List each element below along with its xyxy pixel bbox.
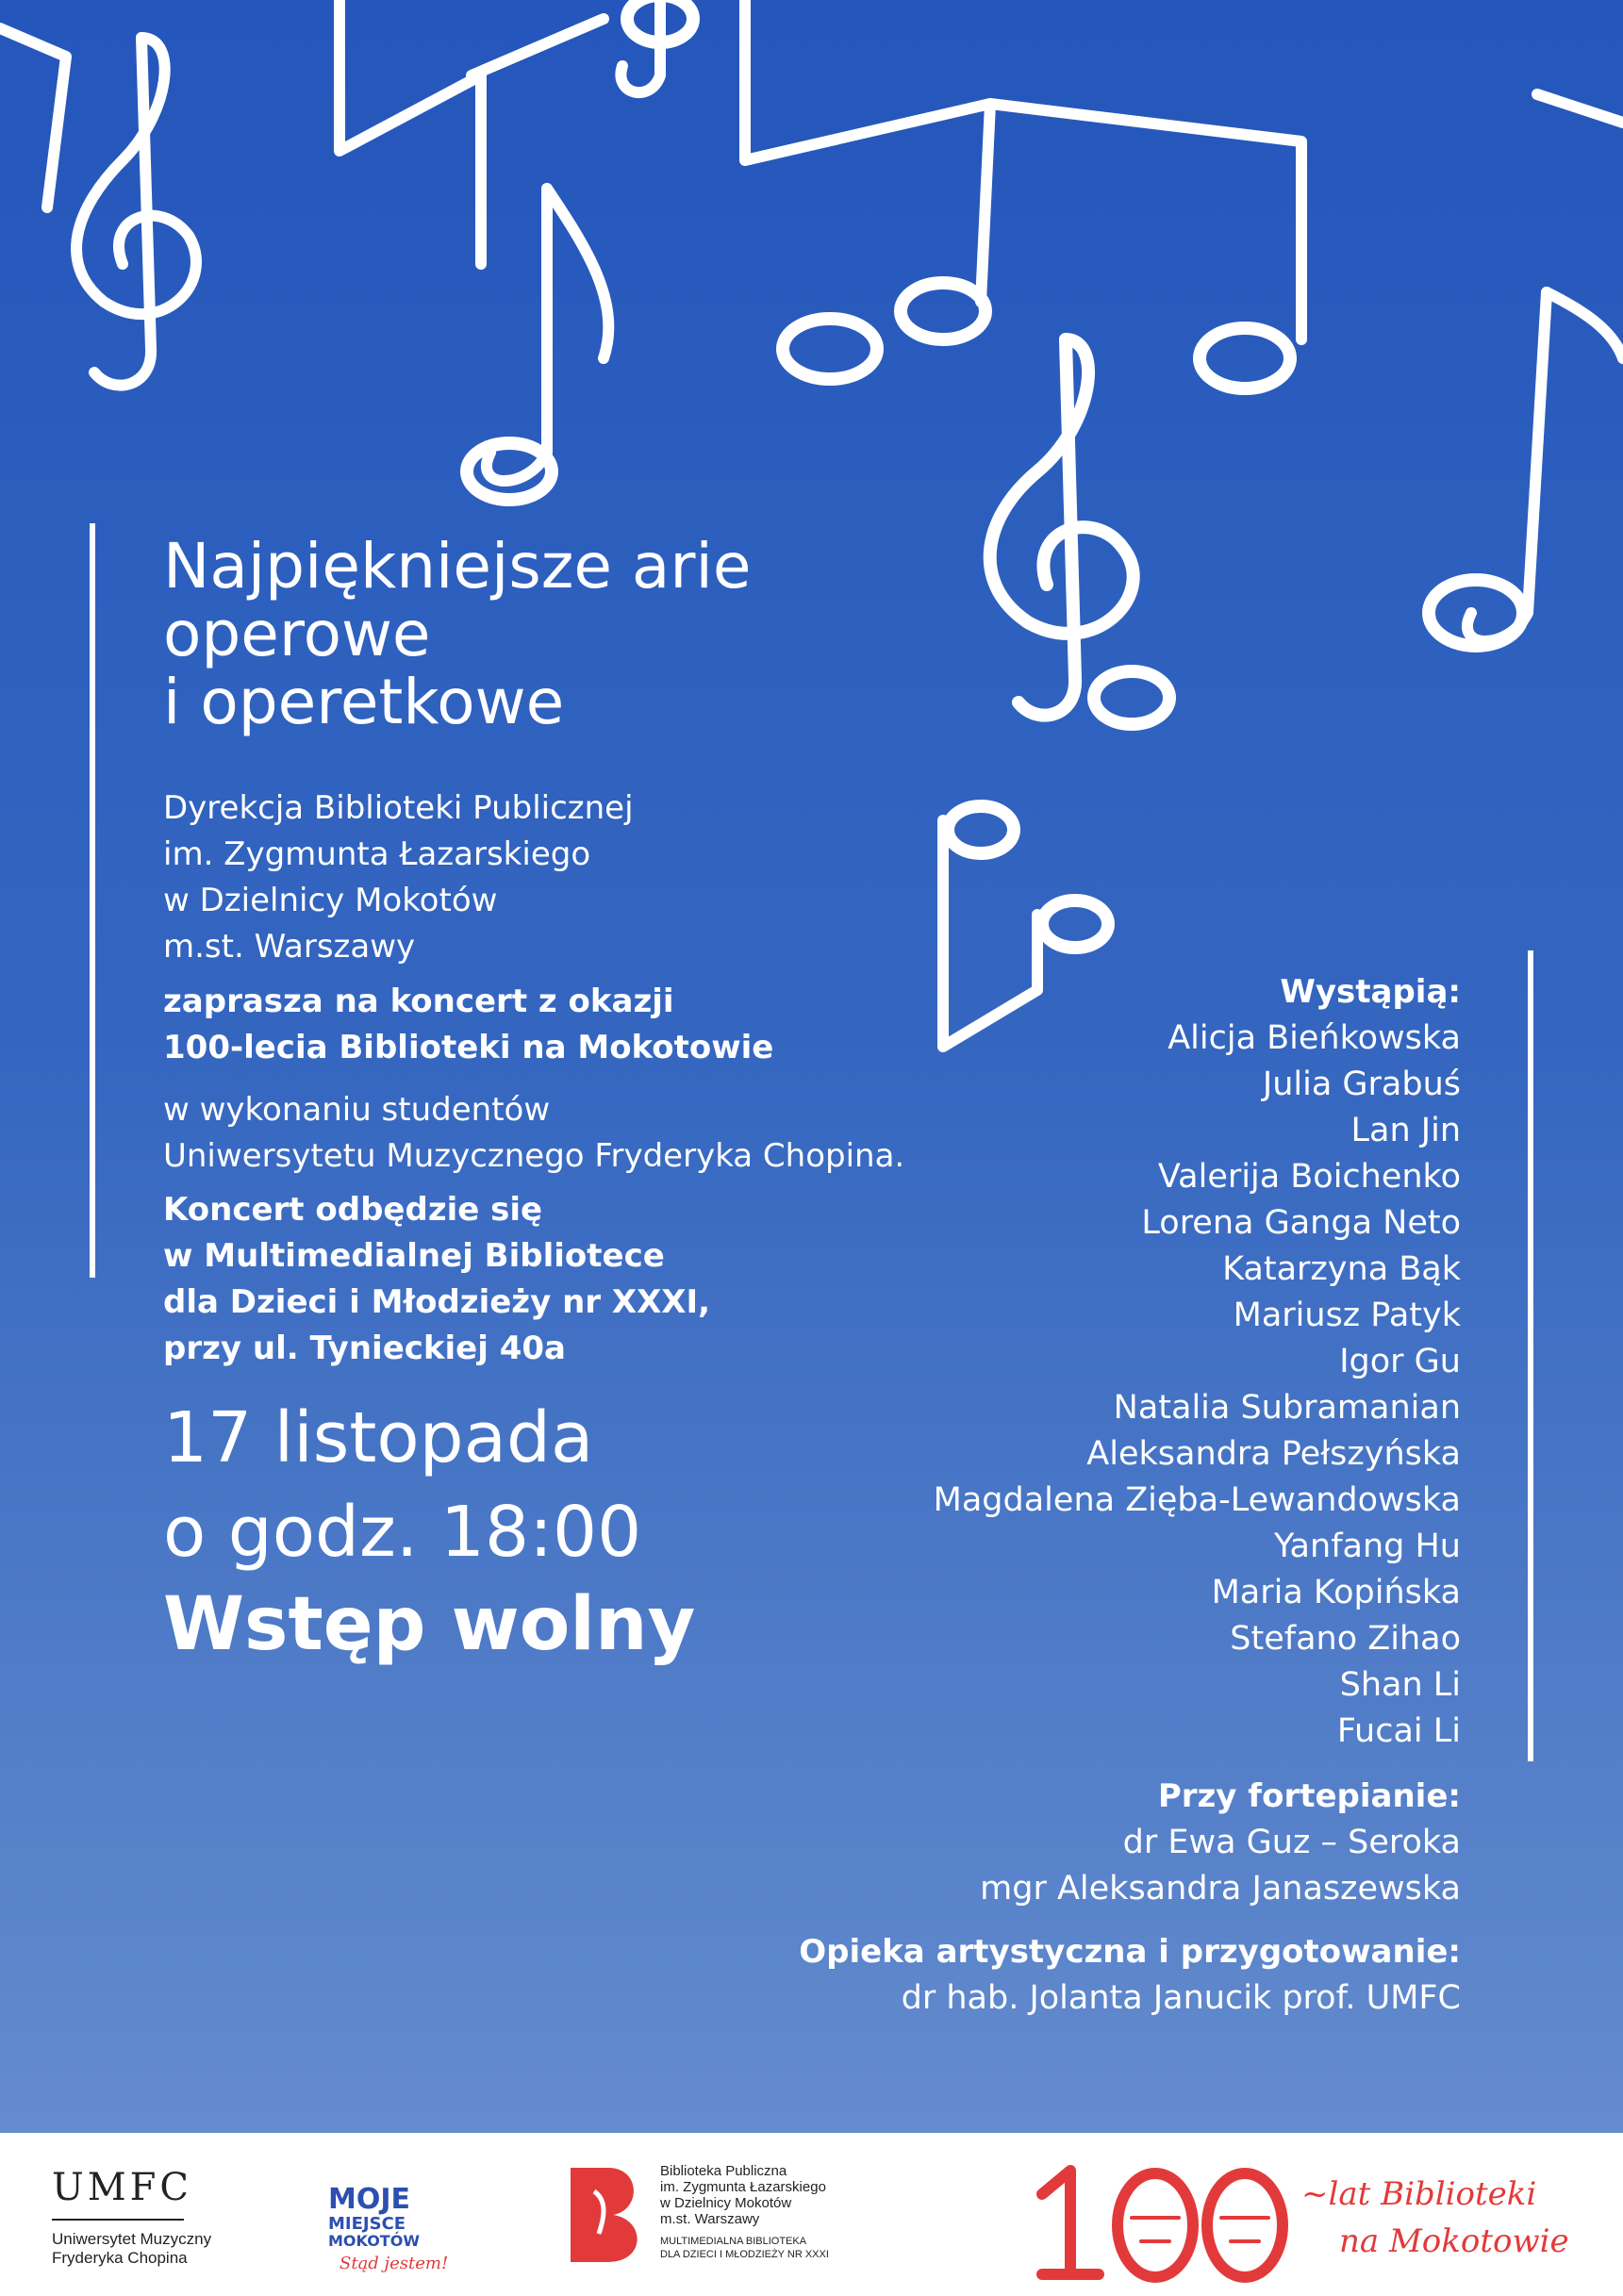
partners-footer xyxy=(0,2133,1623,2296)
list-item: Julia Grabuś xyxy=(1262,1065,1461,1103)
umfc-logo-wordmark: UMFC xyxy=(52,2166,184,2221)
list-item: dr Ewa Guz – Seroka xyxy=(1122,1824,1461,1861)
list-item: Shan Li xyxy=(1339,1666,1461,1704)
list-item: Magdalena Zięba-Lewandowska xyxy=(933,1481,1461,1519)
care-list xyxy=(612,1975,1461,2022)
list-item: Katarzyna Bąk xyxy=(1222,1250,1461,1288)
list-item: Stefano Zihao xyxy=(1230,1620,1461,1658)
piano-heading: Przy fortepianie: xyxy=(1157,1777,1461,1815)
list-item: Fucai Li xyxy=(1336,1712,1461,1750)
umfc-logo-text: Uniwersytet Muzyczny Fryderyka Chopina xyxy=(52,2230,212,2267)
list-item: Mariusz Patyk xyxy=(1233,1297,1461,1334)
list-item: Aleksandra Pełszyńska xyxy=(1086,1435,1461,1473)
list-item: Valerija Boichenko xyxy=(1157,1158,1461,1196)
list-item: dr hab. Jolanta Janucik prof. UMFC xyxy=(901,1979,1461,2017)
care-heading: Opieka artystyczna i przygotowanie: xyxy=(799,1933,1461,1971)
performers-section xyxy=(612,969,1461,2022)
svg-text:MOKOTÓW: MOKOTÓW xyxy=(328,2232,420,2250)
anniversary-logo xyxy=(1023,2161,1608,2284)
list-item: Maria Kopińska xyxy=(1211,1574,1461,1611)
library-b-icon xyxy=(566,2163,646,2267)
list-item: Natalia Subramanian xyxy=(1113,1389,1461,1427)
anniversary-script: ~lat Biblioteki na Mokotowie xyxy=(1301,2175,1569,2260)
admission: Wstęp wolny xyxy=(163,1582,696,1667)
right-accent-bar xyxy=(1528,950,1533,1761)
svg-text:MIEJSCE: MIEJSCE xyxy=(328,2214,406,2234)
page-title: Najpiękniejsze arie operowe i operetkowe xyxy=(163,530,752,738)
organizer: Dyrekcja Biblioteki Publicznej im. Zygmunta Łazarskiego w Dzielnicy Mokotów m.st. Warszawy xyxy=(163,789,634,966)
list-item: Igor Gu xyxy=(1339,1343,1461,1380)
umfc-logo xyxy=(52,2166,250,2268)
svg-text:Stąd jestem!: Stąd jestem! xyxy=(340,2254,449,2273)
pianists-list xyxy=(612,1820,1461,1912)
left-accent-bar xyxy=(90,523,95,1278)
performers-heading: Wystąpią: xyxy=(1280,973,1461,1011)
anniversary-100-icon xyxy=(1023,2161,1297,2284)
performers-list xyxy=(612,1016,1461,1755)
list-item: Alicja Bieńkowska xyxy=(1168,1019,1461,1057)
venue: Koncert odbędzie się w Multimedialnej Bibliotece dla Dzieci i Młodzieży nr XXXI, przy ul. Tynieckiej 40a xyxy=(163,1191,711,1367)
library-logo-text: Biblioteka Publiczna im. Zygmunta Łazarskiego w Dzielnicy Mokotów m.st. Warszawy MULTIMEDIALNA BIBLIOTEKA DLA DZIECI I MŁODZIEŻY NR XXXI xyxy=(660,2163,829,2260)
svg-text:MOJE: MOJE xyxy=(328,2183,411,2216)
performers-intro: w wykonaniu studentów Uniwersytetu Muzycznego Fryderyka Chopina. xyxy=(163,1091,905,1175)
treble-clef-icon xyxy=(76,38,196,386)
moje-miejsce-mokotow-logo xyxy=(321,2171,462,2274)
list-item: Lorena Ganga Neto xyxy=(1141,1204,1461,1242)
list-item: mgr Aleksandra Janaszewska xyxy=(980,1870,1461,1908)
event-date: 17 listopada o godz. 18:00 xyxy=(163,1397,642,1573)
list-item: Lan Jin xyxy=(1350,1112,1461,1149)
list-item: Yanfang Hu xyxy=(1274,1528,1461,1565)
invitation: zaprasza na koncert z okazji 100-lecia Biblioteki na Mokotowie xyxy=(163,983,774,1066)
